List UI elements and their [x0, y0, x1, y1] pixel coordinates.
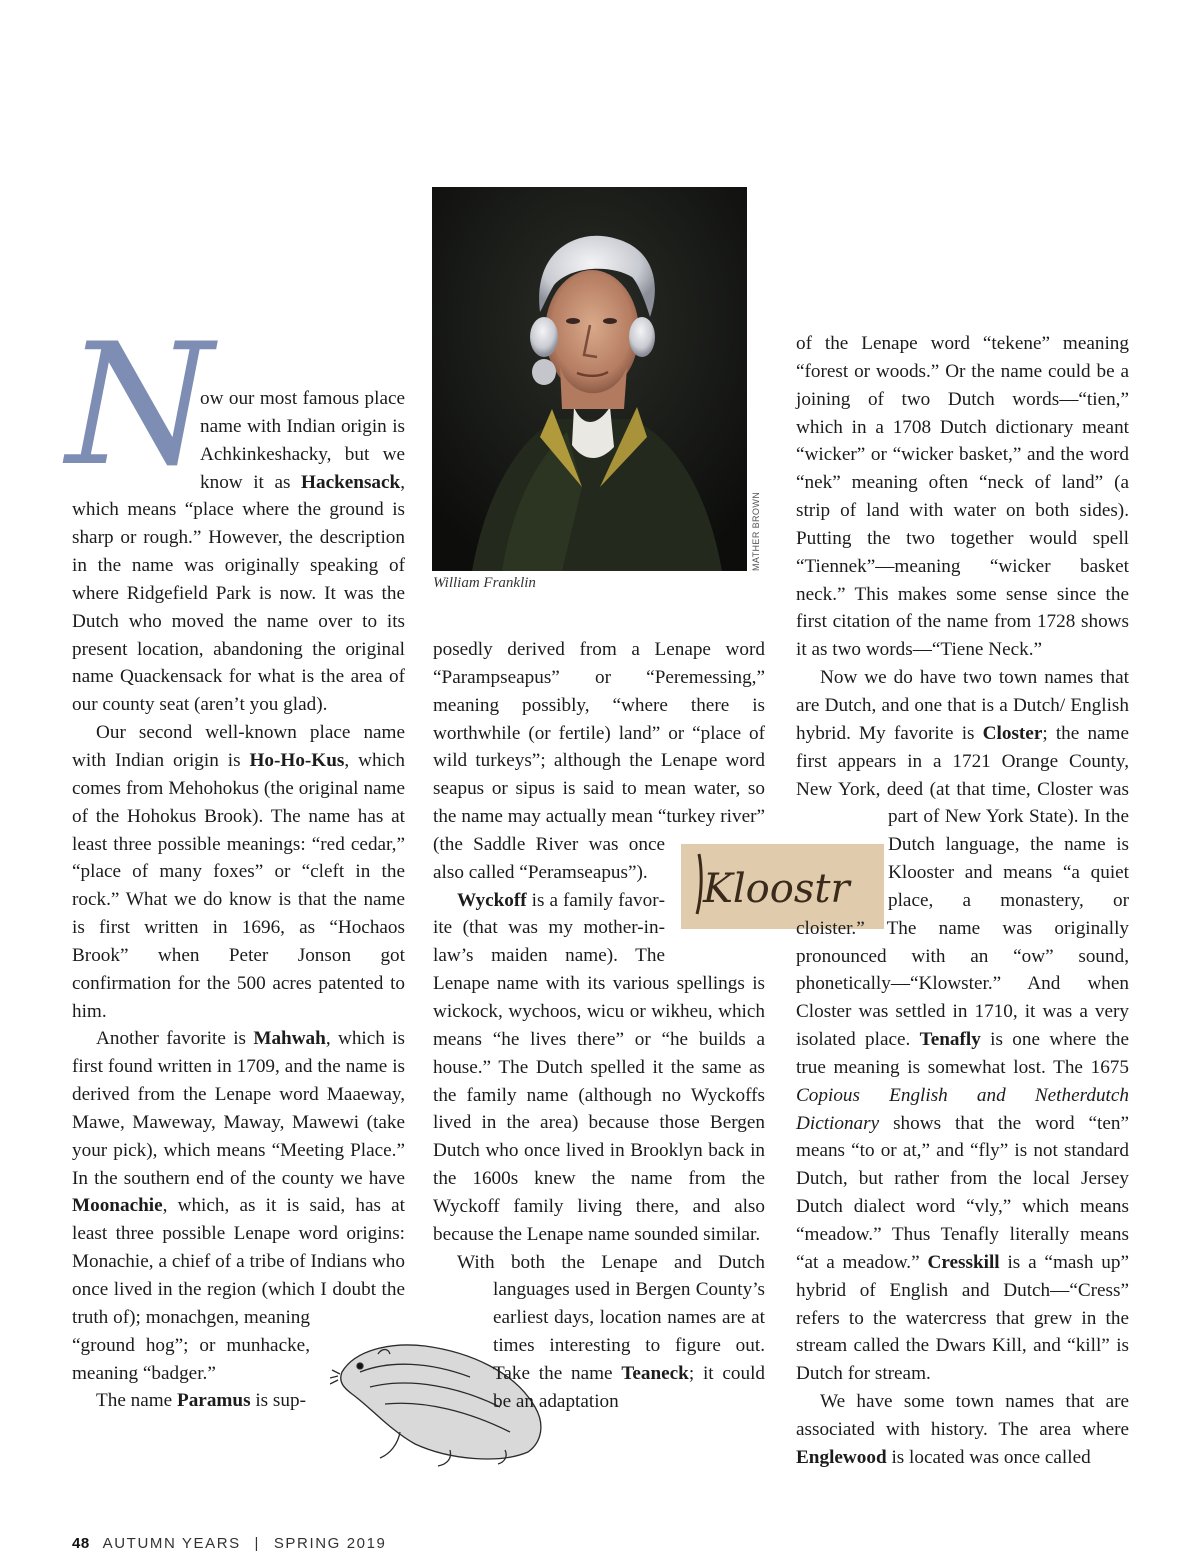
issue-date: SPRING 2019	[273, 1535, 387, 1552]
col2-paragraph	[433, 636, 765, 887]
text-run: The name	[96, 1390, 177, 1412]
text-run: , which means “place where the ground is sharp or rough.” However, the description in the name was originally speaking of where Ridgefield Park is now. It was the Dutch who moved the name over to its present location, abandoning the original name Quackensack for what is the area of our county seat (aren’t you glad).	[72, 471, 405, 716]
bold-place-name: Hackensack	[301, 471, 401, 493]
bold-place-name: Tenafly	[919, 1029, 981, 1051]
text-run: ; it could be an adaptation	[493, 1362, 766, 1412]
text-run: , which comes from Mehohokus (the original name of the Hohokus Brook). The name has at least three possible meanings: “red cedar,” “place of many foxes” or “cleft in the rock.” What we do know is that the name is first written in 1696, as “Hochaos Brook” when Peter Jonson got confirmation for the 500 acres patented to him.	[72, 749, 405, 1022]
col2-paragraph	[433, 1249, 765, 1416]
bold-place-name: Englewood	[796, 1446, 887, 1468]
text-run: ow our most famous place name with Indian origin is Achkinkeshacky, but we know it as	[200, 388, 405, 493]
text-run: posedly derived from a Lenape word “Parampseapus” or “Peremessing,” meaning possibly, “where there is worthwhile (or fertile) land” or “place of wild turkeys”; although the Lenape word seapus or sipus is said to mean water, so the name may actually mean “turkey river”	[433, 639, 765, 828]
col3-paragraph	[796, 330, 1129, 664]
text-run: (the Saddle River was once also called “Peramseapus”).	[433, 833, 665, 883]
bold-place-name: Moonachie	[72, 1195, 163, 1217]
text-run: ; the name first appears in a 1721 Orange County, New York, deed (at that time, Closter was part of New York State).	[796, 722, 1129, 828]
photo-credit: MATHER BROWN	[751, 491, 761, 571]
col3-paragraph	[796, 664, 1129, 1388]
figure-wrap-spacer	[433, 1276, 493, 1471]
article-column-2	[433, 636, 765, 1471]
text-run: Another favorite is	[96, 1028, 254, 1050]
figure-caption: William Franklin	[433, 575, 536, 591]
drop-cap	[66, 307, 213, 503]
drop-cap-letter: N	[66, 307, 213, 503]
italic-title: Copious English and Netherdutch Dictionary	[796, 1084, 1129, 1134]
text-run: Our second well-known place name with Indian origin is	[72, 722, 405, 771]
text-run: is one where the true meaning is somewhat lost. The 1675	[796, 1029, 1129, 1078]
bold-place-name: Paramus	[176, 1390, 251, 1412]
bold-place-name: Cresskill	[927, 1251, 1000, 1273]
publication-name: AUTUMN YEARS	[102, 1535, 241, 1552]
text-run: We have some town names that are associated with history. The area where	[796, 1391, 1129, 1440]
col1-paragraph	[66, 307, 405, 719]
text-run: is sup-	[250, 1390, 306, 1412]
col1-paragraph	[72, 1025, 405, 1387]
bold-place-name: Wyckoff	[457, 889, 527, 911]
page-number: 48	[72, 1535, 90, 1552]
col1-paragraph	[72, 719, 405, 1025]
text-run: languages used in Bergen County’s earliest days, location names are at times interesting to figure out. Take the name	[493, 1279, 765, 1384]
article-column-1	[66, 307, 405, 1474]
text-run: , which, as it is said, has at least three possible Lenape word origins: Monachie, a chief of a tribe of Indians who once lived in the region (which	[72, 1195, 405, 1300]
article-column-3	[796, 330, 1129, 1472]
text-run: In the Dutch language, the name is Klooster and means “a quiet place, a monastery, or cloister.” The name was originally pronounced with an “ow” sound, phonetically—“Klowster.” And when Closter was settled in 1710, it was a very isolated place.	[796, 806, 1129, 1051]
text-run: is a family favorite (that was my mother-in-law’s maiden name). The Lenape name with its various spellings is wickock, wychoos, wicu or wikheu, which means “he lives there” or “he builds a house.” The Dutch spelled it the same as the family name (although no Wyckoffs lived in the area) because those Bergen Dutch who once lived in Brooklyn back in the 1600s knew the name from the Wyckoff family living there, and also because the Lenape name sounded similar.	[433, 889, 765, 1245]
portrait-painting	[432, 187, 747, 571]
figure-wrap-spacer	[796, 803, 888, 887]
text-run: Now we do have two town names that are Dutch, and one that is a Dutch/ English hybrid. My favorite is	[796, 667, 1129, 744]
text-run: With both the Lenape and Dutch	[457, 1251, 765, 1273]
text-run: is located was once called	[886, 1446, 1091, 1468]
text-run: I doubt the truth of); monachgen, meaning “ground hog”; or munhacke, meaning “badger.”	[72, 1279, 405, 1384]
portrait-image-william-franklin	[432, 187, 747, 571]
text-run: is a “mash up” hybrid of English and Dutch—“Cress” refers to the watercress that grew in the stream called the Dwars Kill, and “kill” is Dutch for stream.	[796, 1251, 1129, 1385]
page-footer	[72, 1535, 386, 1552]
text-run: , which is first found written in 1709, and the name is derived from the Lenape word Maaeway, Mawe, Maweway, Maway, Mawewi (take your pick), which means “Meeting Place.” In the southern end of the county we have	[72, 1028, 405, 1189]
text-run: of the Lenape word “tekene” meaning “forest or woods.” Or the name could be a joining of two Dutch words—“tien,” which in a 1708 Dutch dictionary meant “wicker” or “wicker basket,” and the word “nek” meaning often “neck of land” (a strip of land with water on both sides). Putting the two together would spell “Tiennek”—meaning “wicker basket neck.” This makes some sense since the first citation of the name from 1728 shows it as two words—“Tiene Neck.”	[796, 333, 1129, 661]
text-run: shows that the word “ten” means “to or at,” and “fly” is not standard Dutch, but rather from the local Jersey Dutch dialect word “vly,” which means “meadow.” Thus Tenafly literally means “at a meadow.”	[796, 1112, 1129, 1273]
signature-text: Kloostr	[703, 866, 850, 912]
bold-place-name: Mahwah	[253, 1028, 326, 1050]
col3-paragraph	[796, 1388, 1129, 1472]
bold-place-name: Teaneck	[621, 1362, 689, 1384]
figure-wrap-spacer	[665, 831, 765, 943]
bold-place-name: Ho-Ho-Kus	[249, 749, 345, 771]
figure-wrap-spacer	[310, 1304, 405, 1474]
footer-separator: |	[254, 1535, 261, 1552]
bold-place-name: Closter	[982, 722, 1043, 744]
